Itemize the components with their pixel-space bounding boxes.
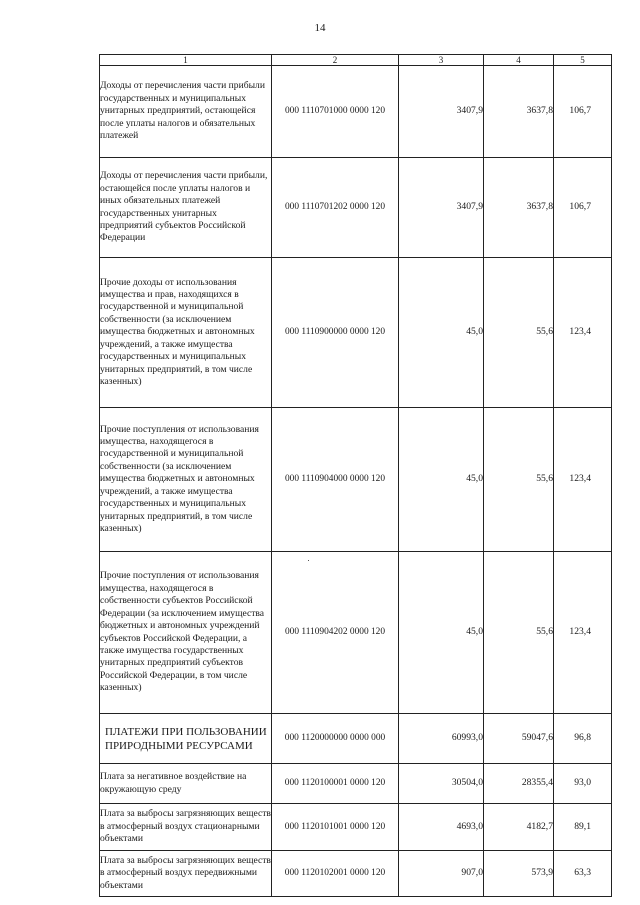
row-value-3: 45,0: [399, 258, 484, 408]
row-value-5: 96,8: [554, 714, 612, 764]
row-name: [100, 764, 272, 804]
row-name-text: Доходы от перечисления части прибыли, остающейся после уплаты налогов и иных обязательных платежей государственных унитарных предприятий субъектов Российской Федерации: [100, 170, 268, 244]
row-value-4: 55,6: [484, 408, 554, 552]
row-code: 000 1110701202 0000 120: [272, 158, 399, 258]
page-number: 14: [314, 22, 326, 34]
row-value-4: 59047,6: [484, 714, 554, 764]
row-value-5: 123,4: [554, 258, 612, 408]
table-row: [100, 408, 612, 552]
row-value-3: 4693,0: [399, 804, 484, 851]
row-value-5: 93,0: [554, 764, 612, 804]
row-value-3: 907,0: [399, 851, 484, 897]
row-name: [100, 258, 272, 408]
row-code: 000 1110701000 0000 120: [272, 66, 399, 158]
row-value-4: 3637,8: [484, 158, 554, 258]
row-name-text: Прочие доходы от использования имущества и прав, находящихся в государственной и муниципальной собственности (за исключением имущества бюджетных и автономных учреждений, а также имущества государственных и муниципальных унитарных предприятий, в том числе казенных): [100, 276, 255, 387]
row-name-text: Доходы от перечисления части прибыли государственных и муниципальных унитарных предприятий, остающейся после уплаты налогов и обязательных платежей: [100, 80, 265, 142]
table-row: [100, 804, 612, 851]
column-header-3: 3: [399, 55, 484, 66]
row-code: 000 1120102001 0000 120: [272, 851, 399, 897]
row-value-4: 3637,8: [484, 66, 554, 158]
row-value-3: 30504,0: [399, 764, 484, 804]
row-value-5: 63,3: [554, 851, 612, 897]
row-value-4: 4182,7: [484, 804, 554, 851]
column-header-1: 1: [100, 55, 272, 66]
row-value-3: 45,0: [399, 552, 484, 714]
row-value-3: 60993,0: [399, 714, 484, 764]
row-code: 000 1120100001 0000 120: [272, 764, 399, 804]
row-name: [100, 552, 272, 714]
row-name: [100, 158, 272, 258]
row-name-text: Плата за выбросы загрязняющих веществ в атмосферный воздух передвижными объектами: [100, 854, 271, 891]
row-value-5: 123,4: [554, 408, 612, 552]
row-name-text: ПЛАТЕЖИ ПРИ ПОЛЬЗОВАНИИ ПРИРОДНЫМИ РЕСУРСАМИ: [105, 725, 267, 752]
table-row: [100, 764, 612, 804]
row-value-4: 55,6: [484, 258, 554, 408]
row-code: 000 1120101001 0000 120: [272, 804, 399, 851]
table-row: [100, 714, 612, 764]
row-name-text: Плата за выбросы загрязняющих веществ в атмосферный воздух стационарными объектами: [100, 808, 271, 845]
table-row: [100, 258, 612, 408]
row-value-3: 3407,9: [399, 158, 484, 258]
row-name: [100, 804, 272, 851]
column-header-2: 2: [272, 55, 399, 66]
table-row: [100, 851, 612, 897]
row-name: [100, 714, 272, 764]
row-value-5: 106,7: [554, 158, 612, 258]
column-header-4: 4: [484, 55, 554, 66]
row-value-3: 45,0: [399, 408, 484, 552]
row-name-text: Прочие поступления от использования имущества, находящегося в собственности субъектов Российской Федерации (за исключением имущества бюджетных и автономных учреждений субъектов Российской Федерации, а также имущества государственных унитарных предприятий субъектов Российской Федерации, в том числе казенных): [100, 570, 265, 694]
row-code: 000 1110904000 0000 120: [272, 408, 399, 552]
row-code: 000 1110900000 0000 120: [272, 258, 399, 408]
table-row: [100, 552, 612, 714]
row-value-4: 573,9: [484, 851, 554, 897]
row-name-text: Плата за негативное воздействие на окружающую среду: [100, 771, 247, 795]
column-header-5: 5: [554, 55, 612, 66]
scan-speck: [308, 560, 309, 561]
row-value-4: 55,6: [484, 552, 554, 714]
row-name-text: Прочие поступления от использования имущества, находящегося в государственной и муниципальной собственности (за исключением имущества бюджетных и автономных учреждений, а также имущества государственных и муниципальных унитарных предприятий, в том числе казенных): [100, 423, 259, 534]
row-name: [100, 851, 272, 897]
row-name: [100, 66, 272, 158]
table-row: [100, 66, 612, 158]
row-value-5: 89,1: [554, 804, 612, 851]
table-header-row: [100, 55, 612, 66]
row-value-4: 28355,4: [484, 764, 554, 804]
row-value-5: 123,4: [554, 552, 612, 714]
revenue-table: [99, 54, 612, 897]
row-name: [100, 408, 272, 552]
row-value-3: 3407,9: [399, 66, 484, 158]
table-row: [100, 158, 612, 258]
row-value-5: 106,7: [554, 66, 612, 158]
row-code: 000 1110904202 0000 120: [272, 552, 399, 714]
row-code: 000 1120000000 0000 000: [272, 714, 399, 764]
